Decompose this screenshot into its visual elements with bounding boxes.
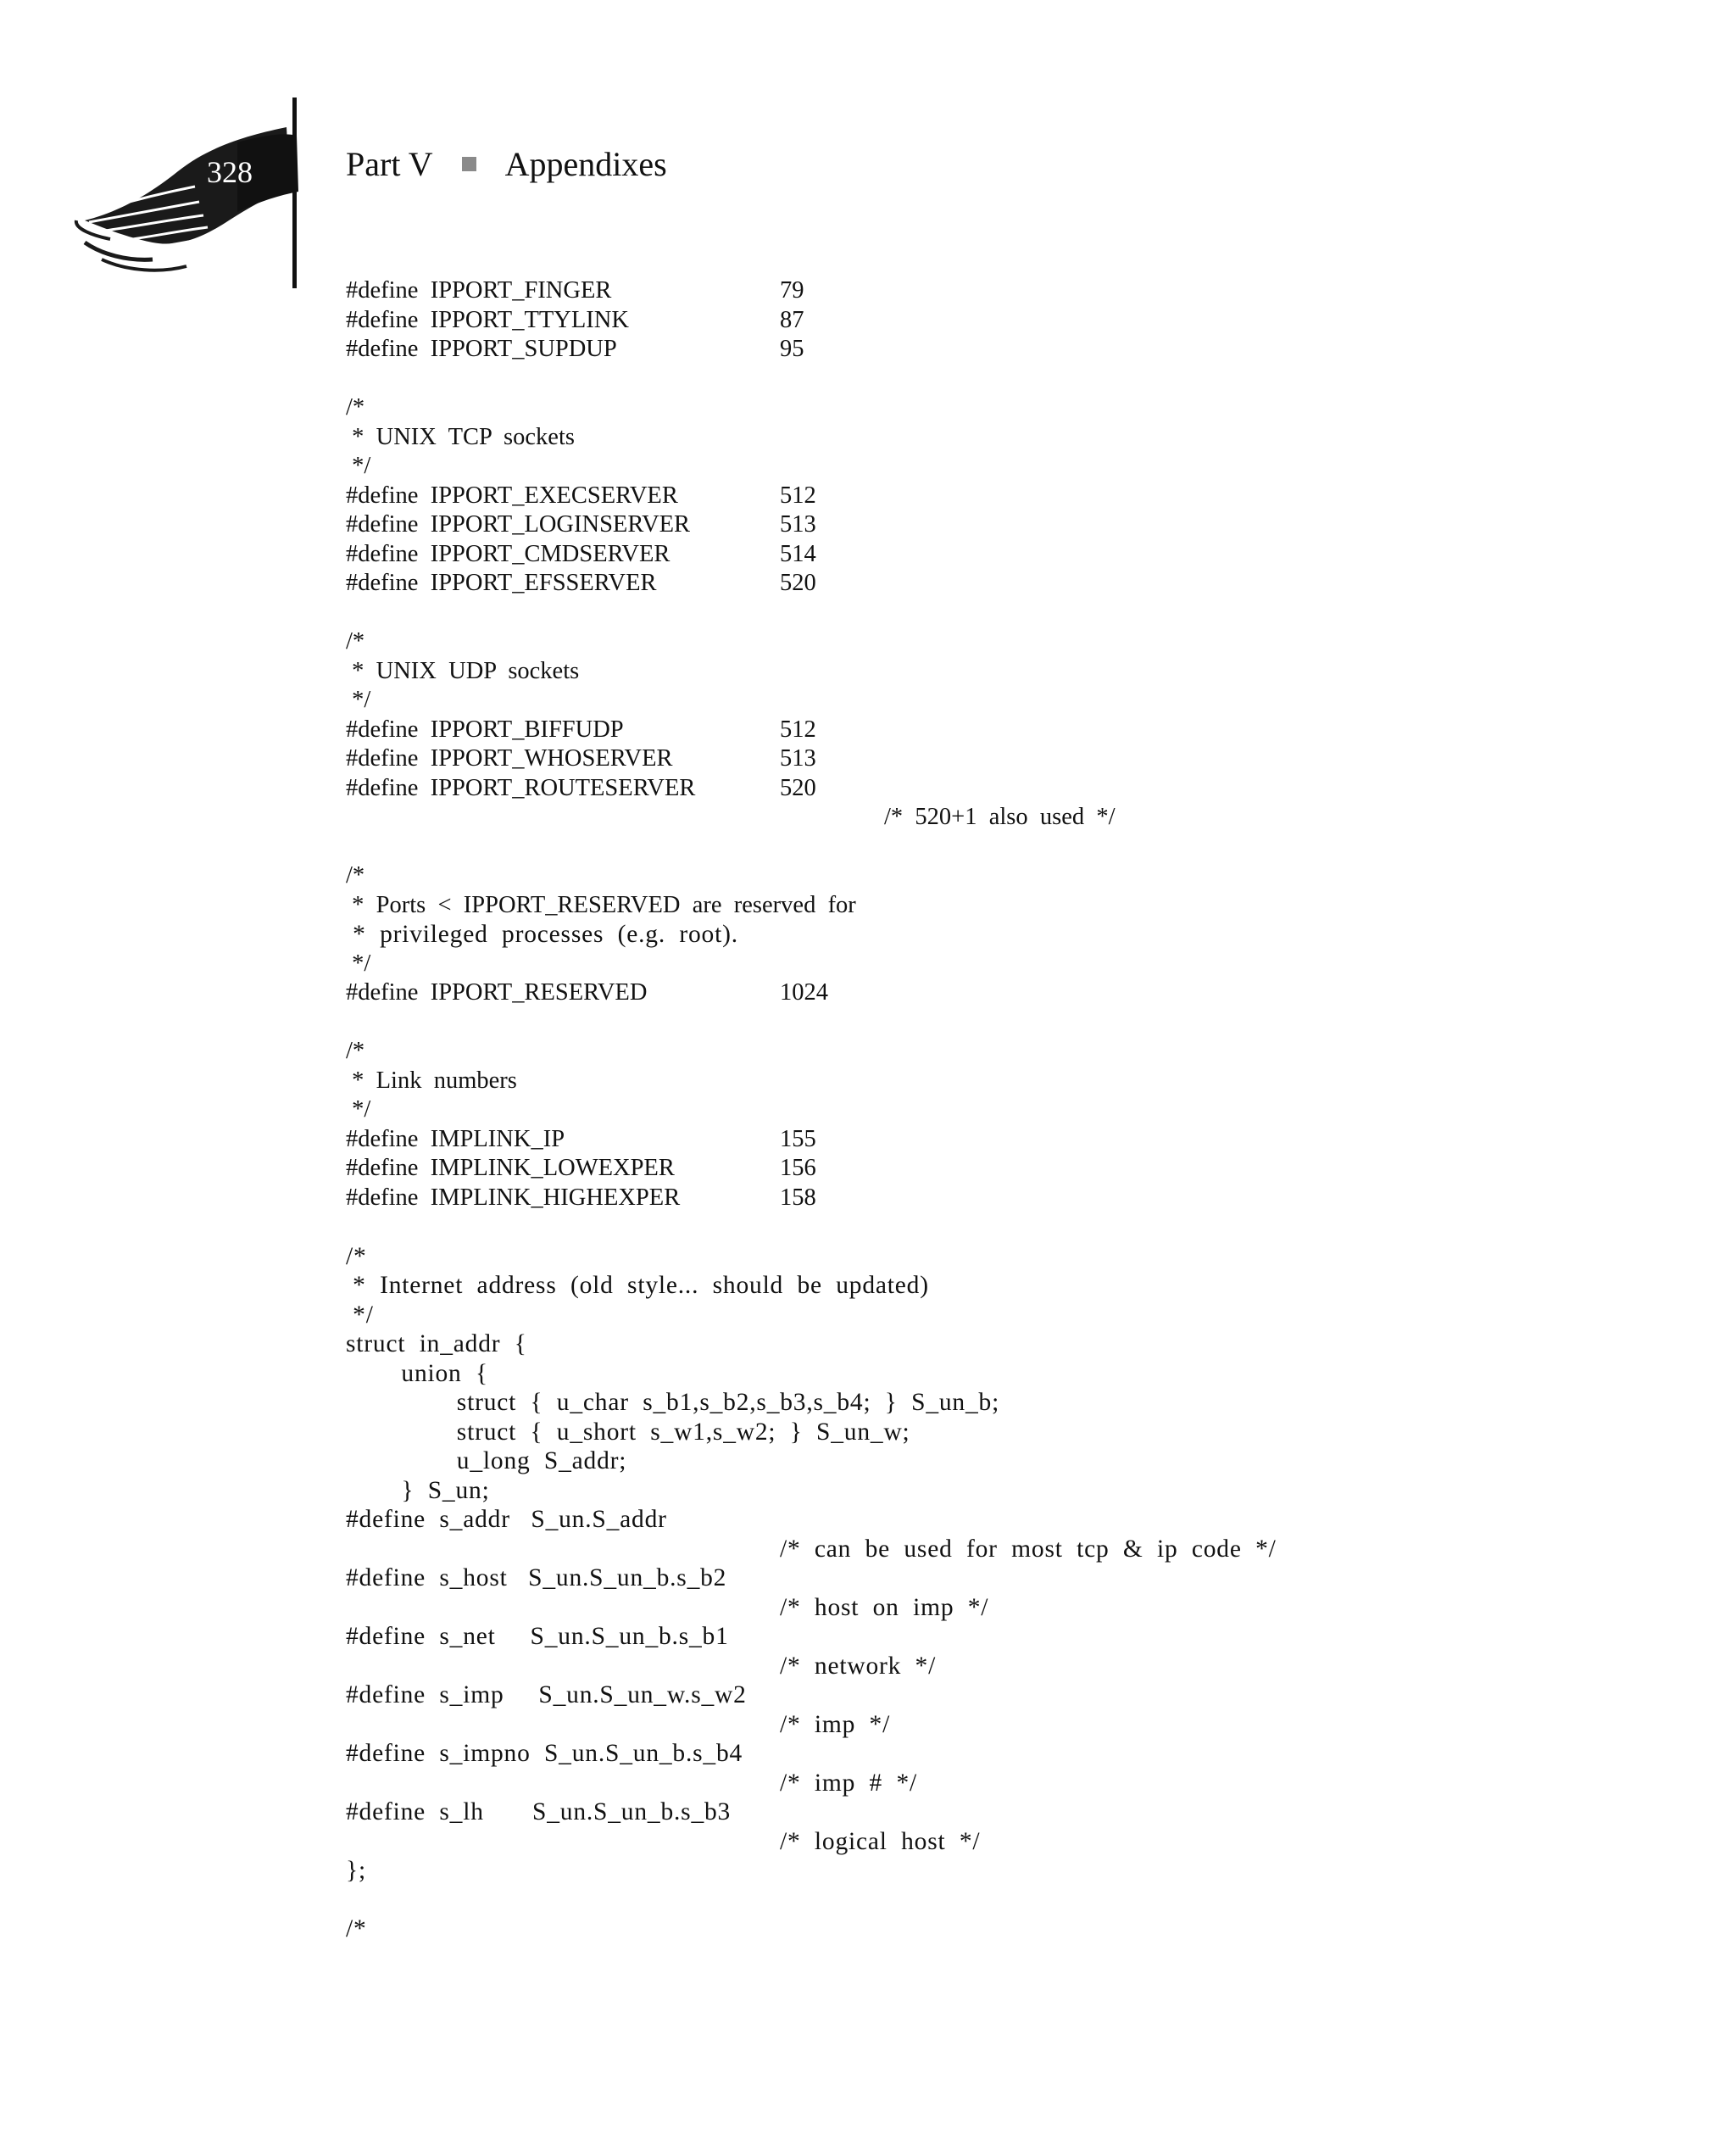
code-text: #define s_net S_un.S_un_b.s_b1 [346, 1623, 729, 1650]
code-line [346, 744, 1702, 774]
code-text: #define IPPORT_FINGER [346, 277, 612, 304]
code-text: /* [346, 394, 365, 421]
code-line [346, 1739, 1702, 1769]
code-line [346, 1797, 1702, 1827]
code-value: 513 [780, 511, 816, 538]
code-line [346, 891, 1702, 921]
page-tab-emblem [68, 93, 322, 297]
code-comment: /* network */ [780, 1652, 937, 1680]
code-line [346, 920, 1702, 950]
blank-line [346, 1212, 1702, 1242]
code-line [346, 1388, 1702, 1418]
code-line [346, 510, 1702, 540]
feather-fan-icon [76, 127, 298, 270]
code-text: /* [346, 1038, 365, 1064]
code-text: */ [346, 1301, 374, 1329]
code-line [346, 393, 1702, 423]
code-text: u_long S_addr; [346, 1447, 627, 1474]
code-text: #define IPPORT_RESERVED [346, 979, 648, 1006]
code-line [346, 627, 1702, 657]
code-line [346, 1535, 1702, 1564]
code-comment: /* logical host */ [780, 1827, 981, 1855]
code-line [346, 1769, 1702, 1798]
code-text: #define s_host S_un.S_un_b.s_b2 [346, 1564, 727, 1591]
code-value: 1024 [780, 979, 828, 1006]
code-value: 520 [780, 774, 816, 801]
code-line [346, 306, 1702, 336]
code-line [346, 1037, 1702, 1067]
code-text: #define IPPORT_ROUTESERVER [346, 774, 696, 801]
code-line [346, 1242, 1702, 1272]
code-text: * Internet address (old style... should be updated) [346, 1272, 929, 1299]
code-text: #define IPPORT_EXECSERVER [346, 482, 678, 509]
code-line [346, 1301, 1702, 1330]
code-text: */ [346, 453, 371, 479]
part-label: Part V [346, 145, 433, 183]
code-line [346, 1271, 1702, 1301]
code-text: /* [346, 1242, 367, 1270]
code-line [346, 423, 1702, 453]
code-text: }; [346, 1857, 366, 1884]
code-value: 156 [780, 1155, 816, 1181]
code-text: #define s_imp S_un.S_un_w.s_w2 [346, 1681, 747, 1708]
code-value: 514 [780, 540, 816, 567]
code-comment: /* imp # */ [780, 1769, 917, 1797]
code-line [346, 978, 1702, 1008]
code-line [346, 716, 1702, 745]
code-text: */ [346, 950, 371, 977]
code-text: struct in_addr { [346, 1330, 527, 1357]
code-text: #define IMPLINK_IP [346, 1125, 565, 1152]
code-line [346, 1446, 1702, 1476]
code-line [346, 540, 1702, 570]
code-line [346, 1593, 1702, 1623]
code-text: * UNIX UDP sockets [346, 657, 580, 684]
code-text: */ [346, 1096, 371, 1123]
code-text: #define IPPORT_BIFFUDP [346, 716, 624, 743]
code-line [346, 1652, 1702, 1681]
code-line [346, 1563, 1702, 1593]
code-comment: /* host on imp */ [780, 1593, 989, 1621]
code-value: 512 [780, 716, 816, 743]
code-line [346, 686, 1702, 716]
code-line [346, 1680, 1702, 1710]
code-text: #define IPPORT_TTYLINK [346, 306, 629, 333]
code-text: * Ports < IPPORT_RESERVED are reserved for [346, 891, 856, 918]
code-line [346, 950, 1702, 979]
code-line [346, 482, 1702, 511]
blank-line [346, 1886, 1702, 1915]
code-value: 155 [780, 1125, 816, 1152]
code-text: #define IPPORT_LOGINSERVER [346, 511, 691, 538]
section-title: Appendixes [504, 145, 667, 183]
code-line [346, 335, 1702, 365]
code-line [346, 774, 1702, 804]
code-text: #define IPPORT_EFSSERVER [346, 570, 657, 596]
code-line [346, 861, 1702, 891]
blank-line [346, 365, 1702, 394]
code-line [346, 1622, 1702, 1652]
code-text: #define IMPLINK_HIGHEXPER [346, 1184, 681, 1211]
code-line [346, 1067, 1702, 1096]
code-line [346, 1154, 1702, 1184]
code-line [346, 452, 1702, 482]
code-line [346, 1359, 1702, 1389]
running-head [346, 144, 667, 184]
code-text: /* [346, 1915, 367, 1942]
code-text: union { [346, 1359, 488, 1387]
code-line [346, 1184, 1702, 1213]
page-tab-rule [292, 98, 297, 288]
code-text: struct { u_char s_b1,s_b2,s_b3,s_b4; } S_un_b; [346, 1389, 1000, 1416]
code-text: #define s_lh S_un.S_un_b.s_b3 [346, 1798, 732, 1825]
code-value: 513 [780, 745, 816, 772]
code-line [346, 1095, 1702, 1125]
code-text: } S_un; [346, 1476, 490, 1504]
code-comment: /* 520+1 also used */ [884, 804, 1116, 830]
code-text: * UNIX TCP sockets [346, 423, 575, 450]
code-value: 158 [780, 1184, 816, 1211]
code-text: #define s_addr S_un.S_addr [346, 1506, 667, 1533]
code-comment: /* imp */ [780, 1710, 891, 1738]
code-line [346, 657, 1702, 687]
code-value: 520 [780, 570, 816, 596]
code-value: 95 [780, 336, 804, 362]
code-value: 79 [780, 277, 804, 304]
code-value: 512 [780, 482, 816, 509]
code-text: #define IPPORT_SUPDUP [346, 336, 617, 362]
code-value: 87 [780, 306, 804, 333]
code-line [346, 1418, 1702, 1447]
code-line [346, 803, 1702, 833]
code-text: #define IPPORT_WHOSERVER [346, 745, 673, 772]
code-line [346, 1827, 1702, 1857]
code-text: #define s_impno S_un.S_un_b.s_b4 [346, 1740, 743, 1767]
code-line [346, 1505, 1702, 1535]
code-line [346, 1914, 1702, 1944]
code-text: */ [346, 687, 371, 713]
code-text: #define IMPLINK_LOWEXPER [346, 1155, 675, 1181]
code-line [346, 1710, 1702, 1740]
code-text: struct { u_short s_w1,s_w2; } S_un_w; [346, 1418, 910, 1446]
code-text: #define IPPORT_CMDSERVER [346, 540, 670, 567]
code-text: * privileged processes (e.g. root). [346, 921, 738, 948]
code-line [346, 276, 1702, 306]
page-number: 328 [207, 155, 253, 189]
code-text: /* [346, 628, 365, 655]
code-comment: /* can be used for most tcp & ip code */ [780, 1535, 1277, 1563]
code-text: /* [346, 862, 365, 889]
code-line [346, 1856, 1702, 1886]
code-line [346, 1476, 1702, 1506]
code-listing [346, 276, 1702, 1944]
square-bullet-icon [462, 157, 476, 171]
code-line [346, 569, 1702, 599]
code-line [346, 1125, 1702, 1155]
code-line [346, 1329, 1702, 1359]
blank-line [346, 599, 1702, 628]
code-text: * Link numbers [346, 1067, 517, 1094]
blank-line [346, 833, 1702, 862]
blank-line [346, 1008, 1702, 1038]
